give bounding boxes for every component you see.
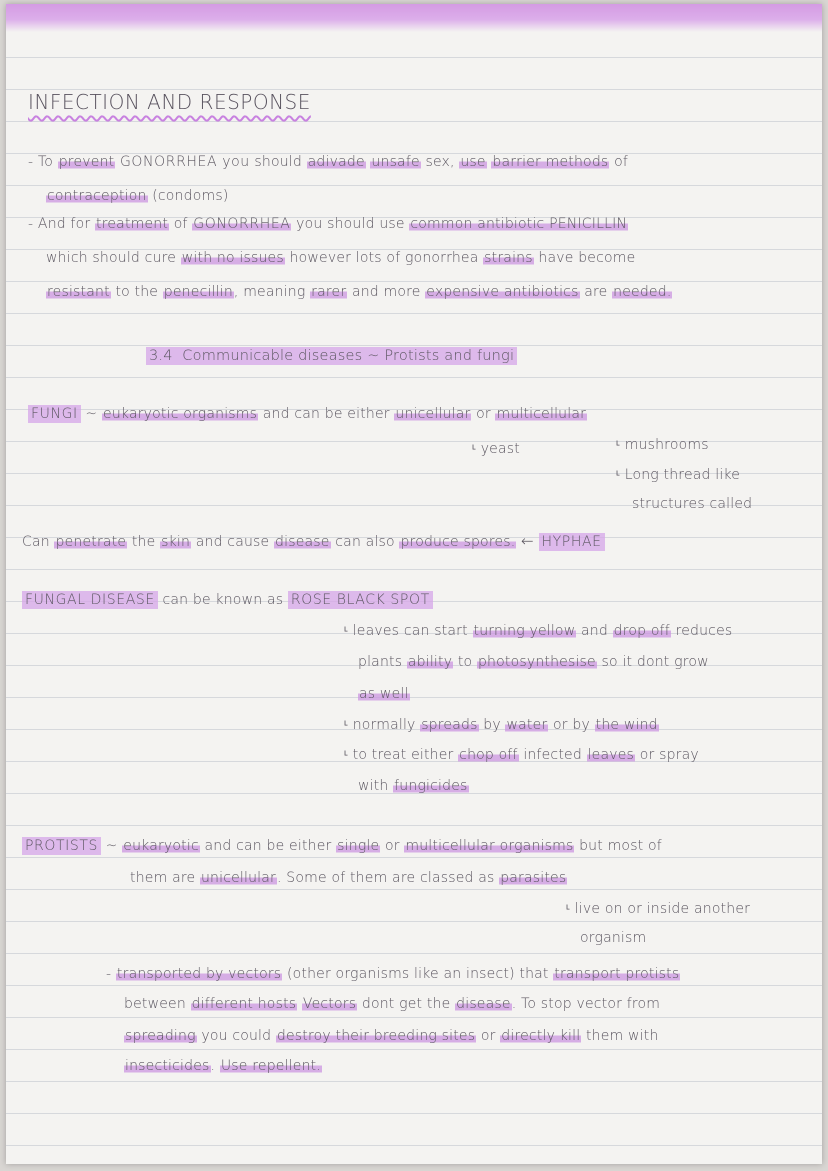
highlight-transported: transported by vectors — [116, 966, 282, 982]
highlight-turning-yellow: turning yellow — [473, 623, 576, 639]
highlight-disease: disease — [275, 534, 330, 550]
text: ᶫ to treat either — [344, 747, 454, 763]
text: are — [584, 284, 608, 300]
text: to the — [115, 284, 159, 300]
text: and can be either — [204, 838, 332, 854]
fungi-structures: structures called — [632, 496, 753, 512]
text: should use — [327, 216, 405, 232]
highlight-treatment: treatment — [96, 216, 169, 232]
highlight-skin: skin — [161, 534, 191, 550]
text: ᶫ normally — [344, 717, 416, 733]
text: . To stop vector from — [511, 996, 661, 1012]
highlight-rarer: rarer — [311, 284, 347, 300]
rose-black-spot-label: ROSE BLACK SPOT — [288, 591, 433, 609]
text: of — [173, 216, 188, 232]
gonorrhea-line-2 — [46, 188, 228, 204]
fungal-disease-bullet-1 — [344, 622, 732, 639]
text: To — [37, 154, 54, 170]
section-number: 3.4 — [149, 348, 173, 364]
fungal-disease-bullet-1-line-2 — [358, 654, 709, 670]
protists-transport-line-1 — [106, 966, 680, 982]
highlight-prevent: prevent — [58, 154, 115, 170]
text: or — [384, 838, 400, 854]
highlight-unicellular: unicellular — [395, 406, 471, 422]
highlight-needed: needed. — [613, 284, 672, 300]
fungal-disease-label: FUNGAL DISEASE — [22, 591, 158, 609]
text: so it dont grow — [601, 654, 709, 670]
text: should — [254, 154, 302, 170]
highlight-barrier: barrier methods — [492, 154, 609, 170]
protists-transport-line-4 — [124, 1058, 322, 1074]
highlight-eukaryotic: eukaryotic organisms — [103, 406, 258, 422]
highlight-insecticides: insecticides — [125, 1058, 210, 1074]
text: ~ — [105, 838, 118, 854]
highlight-multicellular: multicellular — [496, 406, 587, 422]
highlight-destroy: destroy their breeding sites — [276, 1028, 476, 1044]
text: (condoms) — [152, 188, 229, 204]
fungi-mushrooms: ᶫ mushrooms — [616, 437, 709, 453]
text: or spray — [639, 747, 699, 763]
text: you — [296, 216, 323, 232]
highlight-leaves: leaves — [587, 747, 635, 763]
text: dont get the — [361, 996, 451, 1012]
text: or — [476, 406, 491, 422]
highlight-single: single — [337, 838, 380, 854]
highlight-spores: produce spores. — [400, 534, 516, 550]
fungi-penetrate-line — [22, 532, 605, 550]
highlight-use: use — [460, 154, 486, 170]
text: them with — [585, 1028, 659, 1044]
page-title: INFECTION AND RESPONSE — [28, 90, 311, 114]
highlight-transport-protists: transport protists — [554, 966, 680, 982]
text: by — [483, 717, 501, 733]
highlight-spreading: spreading — [125, 1028, 196, 1044]
highlight-multicellular-organisms: multicellular organisms — [405, 838, 574, 854]
text: . — [210, 1058, 216, 1074]
text: can also — [335, 534, 395, 550]
protists-live-on: ᶫ live on or inside another — [566, 901, 751, 917]
highlight-contraception: contraception — [47, 188, 147, 204]
highlight-wind: the wind — [595, 717, 658, 733]
text: Can — [22, 534, 50, 550]
notebook-page — [6, 4, 822, 1164]
text: can be known as — [162, 592, 284, 608]
left-arrow-icon: ← — [521, 532, 534, 550]
text: however lots of gonorrhea — [289, 250, 479, 266]
fungi-label: FUNGI — [28, 405, 81, 423]
text: with — [358, 778, 389, 794]
protists-transport-line-2 — [124, 996, 660, 1012]
text: and can be either — [262, 406, 390, 422]
hyphae-label: HYPHAE — [539, 533, 605, 551]
fungal-disease-bullet-3-line-2 — [358, 778, 469, 794]
highlight-drop-off: drop off — [613, 623, 670, 639]
highlight-as-well: as well — [359, 686, 409, 702]
page-top-highlight-band — [6, 4, 822, 32]
section-title: Communicable diseases ~ Protists and fungi — [182, 348, 515, 364]
text: plants — [358, 654, 403, 670]
highlight-no-issues: with no issues — [181, 250, 284, 266]
fungal-disease-bullet-3 — [344, 746, 699, 763]
highlight-water: water — [506, 717, 548, 733]
highlight-gonorrhea: GONORRHEA — [193, 216, 291, 232]
gonorrhea-line-5 — [46, 284, 672, 300]
protists-line-2 — [130, 870, 567, 886]
text: (other organisms like an insect) that — [286, 966, 549, 982]
highlight-strains: strains — [484, 250, 533, 266]
highlight-penetrate: penetrate — [55, 534, 127, 550]
fungi-line-1 — [28, 406, 587, 422]
text: them are — [130, 870, 196, 886]
fungal-disease-bullet-1-line-3 — [358, 686, 410, 702]
text: GONORRHEA you — [119, 154, 250, 170]
highlight-resistant: resistant — [47, 284, 110, 300]
bullet-dash: - — [106, 966, 112, 982]
fungal-disease-line-1 — [22, 592, 433, 608]
gonorrhea-line-1 — [28, 154, 628, 170]
text: the — [131, 534, 156, 550]
text: reduces — [675, 623, 733, 639]
text: and — [581, 623, 608, 639]
fungi-long-thread: ᶫ Long thread like — [616, 467, 741, 483]
text: of — [614, 154, 628, 170]
highlight-ability: ability — [407, 654, 453, 670]
text: sex — [425, 154, 450, 170]
highlight-spreads: spreads — [421, 717, 478, 733]
text: which should cure — [46, 250, 177, 266]
bullet-dash: - — [28, 216, 34, 232]
bullet-dash: - — [28, 154, 34, 170]
text: you could — [201, 1028, 272, 1044]
text: to — [457, 654, 473, 670]
text: ~ — [85, 406, 98, 422]
text: or by — [553, 717, 590, 733]
section-heading — [146, 348, 517, 364]
highlight-fungicides: fungicides — [394, 778, 468, 794]
highlight-disease-protists: disease — [456, 996, 511, 1012]
text: but most of — [579, 838, 662, 854]
highlight-vectors: Vectors — [302, 996, 357, 1012]
text: and more — [351, 284, 421, 300]
gonorrhea-line-4 — [46, 250, 635, 266]
gonorrhea-line-3 — [28, 216, 628, 232]
text: . Some of them are classed as — [277, 870, 495, 886]
text: , — [450, 154, 455, 170]
text: ᶫ leaves can start — [344, 623, 468, 639]
text: infected — [523, 747, 582, 763]
fungi-yeast: ᶫ yeast — [472, 441, 520, 457]
text: , meaning — [233, 284, 306, 300]
protists-transport-line-3 — [124, 1028, 659, 1044]
text: or — [480, 1028, 496, 1044]
highlight-eukaryotic-protists: eukaryotic — [123, 838, 199, 854]
text: And for — [37, 216, 91, 232]
highlight-chop-off: chop off — [459, 747, 518, 763]
protists-label: PROTISTS — [22, 837, 101, 855]
highlight-different-hosts: different hosts — [191, 996, 297, 1012]
text: between — [124, 996, 186, 1012]
highlight-repellent: Use repellent. — [220, 1058, 322, 1074]
highlight-common-antibiotic: common antibiotic PENICILLIN — [410, 216, 628, 232]
highlight-unicellular-protists: unicellular — [200, 870, 276, 886]
protists-organism: organism — [580, 930, 647, 946]
highlight-avoid: adivade — [307, 154, 365, 170]
highlight-penicillin: penecillin — [163, 284, 233, 300]
section-heading-highlight — [146, 347, 517, 365]
highlight-expensive: expensive antibiotics — [426, 284, 579, 300]
highlight-unsafe: unsafe — [371, 154, 420, 170]
protists-line-1 — [22, 838, 662, 854]
highlight-directly-kill: directly kill — [501, 1028, 581, 1044]
text: have become — [538, 250, 636, 266]
fungal-disease-bullet-2 — [344, 716, 659, 733]
highlight-parasites: parasites — [500, 870, 567, 886]
text: and cause — [195, 534, 270, 550]
highlight-photosynthesise: photosynthesise — [477, 654, 596, 670]
